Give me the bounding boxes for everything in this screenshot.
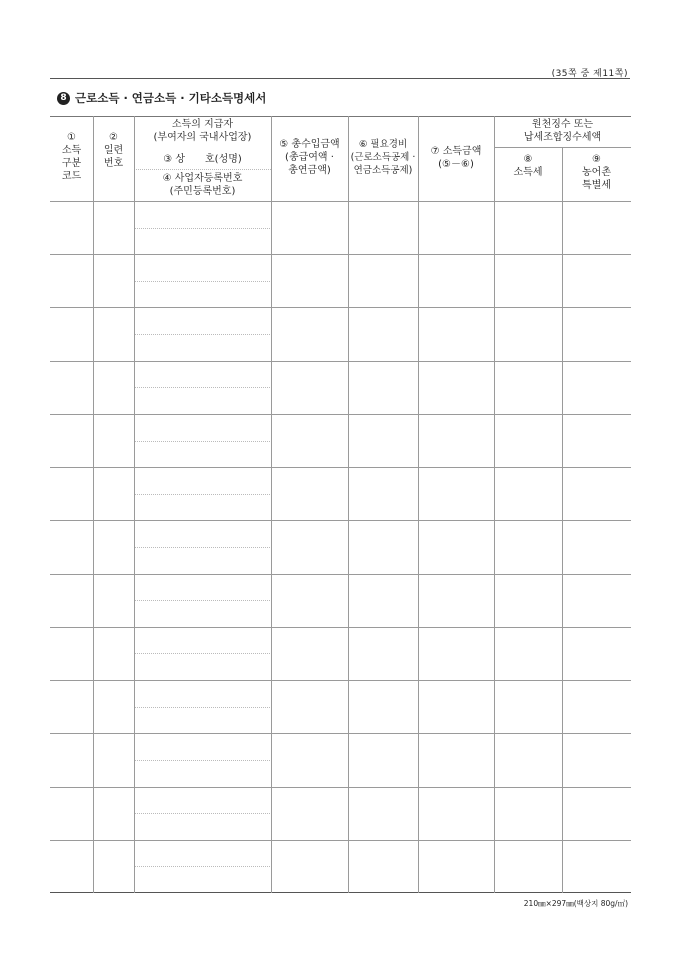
table-cell-code[interactable] xyxy=(52,789,91,838)
table-row xyxy=(50,520,631,521)
table-cell-rural_tax[interactable] xyxy=(564,416,629,465)
table-cell-seq[interactable] xyxy=(95,363,132,412)
table-cell-total_income[interactable] xyxy=(273,629,346,678)
page-counter: (35쪽 중 제11쪽) xyxy=(551,69,628,79)
table-row xyxy=(50,467,631,468)
table-cell-income_tax[interactable] xyxy=(496,309,560,358)
table-cell-expenses[interactable] xyxy=(350,789,416,838)
table-cell-payer_reg[interactable] xyxy=(136,230,269,253)
payer-row-dotted xyxy=(135,228,270,229)
table-cell-income[interactable] xyxy=(420,309,492,358)
table-cell-payer_name[interactable] xyxy=(136,789,269,812)
top-rule xyxy=(50,78,630,79)
header-payer-dotted xyxy=(134,169,271,170)
table-cell-rural_tax[interactable] xyxy=(564,309,629,358)
table-cell-total_income[interactable] xyxy=(273,416,346,465)
table-cell-payer_reg[interactable] xyxy=(136,868,269,891)
table-cell-payer_reg[interactable] xyxy=(136,762,269,785)
table-cell-income_tax[interactable] xyxy=(496,203,560,252)
table-cell-payer_name[interactable] xyxy=(136,522,269,545)
payer-row-dotted xyxy=(135,653,270,654)
table-cell-income[interactable] xyxy=(420,416,492,465)
column-divider xyxy=(418,116,419,893)
table-cell-code[interactable] xyxy=(52,469,91,518)
table-cell-payer_reg[interactable] xyxy=(136,655,269,678)
table-cell-total_income[interactable] xyxy=(273,469,346,518)
payer-row-dotted xyxy=(135,494,270,495)
table-cell-expenses[interactable] xyxy=(350,203,416,252)
table-cell-payer_name[interactable] xyxy=(136,576,269,599)
table-cell-seq[interactable] xyxy=(95,309,132,358)
table-cell-rural_tax[interactable] xyxy=(564,789,629,838)
table-top-border xyxy=(50,116,631,117)
section-number-badge: 8 xyxy=(57,92,70,105)
table-cell-payer_name[interactable] xyxy=(136,256,269,279)
table-cell-seq[interactable] xyxy=(95,682,132,731)
table-cell-payer_reg[interactable] xyxy=(136,283,269,306)
payer-row-dotted xyxy=(135,547,270,548)
table-cell-rural_tax[interactable] xyxy=(564,256,629,305)
paper-spec: 210㎜×297㎜(백상지 80g/㎡) xyxy=(523,899,628,908)
table-cell-expenses[interactable] xyxy=(350,576,416,625)
table-row xyxy=(50,733,631,734)
table-cell-total_income[interactable] xyxy=(273,309,346,358)
header-income-code: ① 소득 구분 코드 xyxy=(61,132,82,182)
payer-row-dotted xyxy=(135,707,270,708)
column-divider xyxy=(348,116,349,893)
table-cell-code[interactable] xyxy=(52,682,91,731)
table-cell-payer_reg[interactable] xyxy=(136,389,269,412)
table-cell-rural_tax[interactable] xyxy=(564,576,629,625)
table-cell-expenses[interactable] xyxy=(350,469,416,518)
header-income-tax: ⑧ 소득세 xyxy=(513,154,543,178)
header-total-income: ⑤ 총수입금액 (총급여액 · 총연금액) xyxy=(279,139,340,176)
table-cell-seq[interactable] xyxy=(95,842,132,891)
table-cell-total_income[interactable] xyxy=(273,256,346,305)
table-row xyxy=(50,840,631,841)
table-cell-income[interactable] xyxy=(420,469,492,518)
payer-row-dotted xyxy=(135,334,270,335)
table-cell-total_income[interactable] xyxy=(273,363,346,412)
column-divider xyxy=(494,116,495,893)
table-cell-total_income[interactable] xyxy=(273,682,346,731)
table-row xyxy=(50,361,631,362)
table-row xyxy=(50,307,631,308)
table-cell-income[interactable] xyxy=(420,789,492,838)
table-cell-income[interactable] xyxy=(420,576,492,625)
table-cell-payer_reg[interactable] xyxy=(136,602,269,625)
section-title-text: 근로소득 · 연금소득 · 기타소득명세서 xyxy=(75,91,267,105)
table-cell-payer_name[interactable] xyxy=(136,363,269,386)
table-cell-seq[interactable] xyxy=(95,416,132,465)
header-payer-registration: ④ 사업자등록번호 (주민등록번호) xyxy=(162,173,243,197)
table-cell-total_income[interactable] xyxy=(273,735,346,784)
table-bottom-border xyxy=(50,892,631,893)
table-cell-seq[interactable] xyxy=(95,256,132,305)
table-row xyxy=(50,627,631,628)
table-row xyxy=(50,414,631,415)
header-expenses: ⑥ 필요경비 (근로소득공제 · 연금소득공제) xyxy=(350,139,416,176)
table-cell-expenses[interactable] xyxy=(350,735,416,784)
table-cell-seq[interactable] xyxy=(95,576,132,625)
table-cell-payer_name[interactable] xyxy=(136,309,269,332)
table-cell-rural_tax[interactable] xyxy=(564,682,629,731)
table-cell-income_tax[interactable] xyxy=(496,576,560,625)
section-title xyxy=(57,90,266,106)
table-cell-income_tax[interactable] xyxy=(496,522,560,571)
table-cell-payer_reg[interactable] xyxy=(136,815,269,838)
table-cell-income_tax[interactable] xyxy=(496,469,560,518)
table-cell-seq[interactable] xyxy=(95,735,132,784)
table-cell-income[interactable] xyxy=(420,682,492,731)
header-payer: 소득의 지급자 (부여자의 국내사업장) xyxy=(153,119,252,143)
table-cell-payer_reg[interactable] xyxy=(136,336,269,359)
table-cell-income[interactable] xyxy=(420,256,492,305)
table-cell-seq[interactable] xyxy=(95,629,132,678)
table-cell-total_income[interactable] xyxy=(273,522,346,571)
table-cell-code[interactable] xyxy=(52,309,91,358)
table-cell-code[interactable] xyxy=(52,256,91,305)
table-cell-income_tax[interactable] xyxy=(496,629,560,678)
payer-row-dotted xyxy=(135,600,270,601)
table-cell-payer_reg[interactable] xyxy=(136,709,269,732)
table-cell-expenses[interactable] xyxy=(350,256,416,305)
table-cell-income[interactable] xyxy=(420,842,492,891)
header-income-amount: ⑦ 소득금액 (⑤－⑥) xyxy=(430,146,482,170)
payer-row-dotted xyxy=(135,866,270,867)
table-cell-expenses[interactable] xyxy=(350,842,416,891)
table-cell-code[interactable] xyxy=(52,735,91,784)
table-cell-code[interactable] xyxy=(52,629,91,678)
table-cell-expenses[interactable] xyxy=(350,629,416,678)
table-cell-payer_name[interactable] xyxy=(136,682,269,705)
table-cell-expenses[interactable] xyxy=(350,682,416,731)
column-divider xyxy=(93,116,94,893)
column-divider xyxy=(134,116,135,893)
header-payer-name: ③ 상 호(성명) xyxy=(163,154,242,165)
table-cell-income_tax[interactable] xyxy=(496,682,560,731)
table-cell-seq[interactable] xyxy=(95,469,132,518)
table-cell-total_income[interactable] xyxy=(273,203,346,252)
payer-row-dotted xyxy=(135,760,270,761)
income-statement-table xyxy=(50,116,631,893)
column-divider xyxy=(271,116,272,893)
table-cell-total_income[interactable] xyxy=(273,842,346,891)
header-serial-number: ② 일련 번호 xyxy=(103,132,124,169)
table-cell-seq[interactable] xyxy=(95,789,132,838)
table-cell-income_tax[interactable] xyxy=(496,735,560,784)
table-cell-rural_tax[interactable] xyxy=(564,469,629,518)
table-cell-expenses[interactable] xyxy=(350,522,416,571)
table-cell-expenses[interactable] xyxy=(350,416,416,465)
header-rural-special-tax: ⑨ 농어촌 특별세 xyxy=(582,154,611,191)
table-cell-payer_name[interactable] xyxy=(136,629,269,652)
table-cell-rural_tax[interactable] xyxy=(564,842,629,891)
table-cell-payer_reg[interactable] xyxy=(136,549,269,572)
table-cell-payer_name[interactable] xyxy=(136,416,269,439)
table-row xyxy=(50,787,631,788)
table-cell-payer_name[interactable] xyxy=(136,469,269,492)
table-cell-expenses[interactable] xyxy=(350,363,416,412)
payer-row-dotted xyxy=(135,813,270,814)
table-cell-seq[interactable] xyxy=(95,203,132,252)
table-cell-code[interactable] xyxy=(52,576,91,625)
table-cell-code[interactable] xyxy=(52,203,91,252)
table-row xyxy=(50,574,631,575)
table-cell-rural_tax[interactable] xyxy=(564,363,629,412)
table-cell-income_tax[interactable] xyxy=(496,789,560,838)
payer-row-dotted xyxy=(135,441,270,442)
table-cell-total_income[interactable] xyxy=(273,576,346,625)
payer-row-dotted xyxy=(135,281,270,282)
table-cell-income_tax[interactable] xyxy=(496,363,560,412)
table-cell-seq[interactable] xyxy=(95,522,132,571)
table-cell-income[interactable] xyxy=(420,363,492,412)
table-cell-rural_tax[interactable] xyxy=(564,203,629,252)
table-cell-code[interactable] xyxy=(52,363,91,412)
table-cell-rural_tax[interactable] xyxy=(564,522,629,571)
table-cell-rural_tax[interactable] xyxy=(564,735,629,784)
table-cell-expenses[interactable] xyxy=(350,309,416,358)
table-row xyxy=(50,680,631,681)
table-cell-income_tax[interactable] xyxy=(496,842,560,891)
table-cell-income[interactable] xyxy=(420,735,492,784)
table-cell-code[interactable] xyxy=(52,416,91,465)
table-cell-income[interactable] xyxy=(420,522,492,571)
header-withholding-tax: 원천징수 또는 납세조합징수세액 xyxy=(523,119,602,143)
table-cell-rural_tax[interactable] xyxy=(564,629,629,678)
table-cell-payer_name[interactable] xyxy=(136,203,269,226)
table-cell-code[interactable] xyxy=(52,842,91,891)
table-row xyxy=(50,254,631,255)
table-cell-total_income[interactable] xyxy=(273,789,346,838)
table-cell-income_tax[interactable] xyxy=(496,256,560,305)
table-cell-income[interactable] xyxy=(420,629,492,678)
table-cell-income_tax[interactable] xyxy=(496,416,560,465)
header-bottom-line xyxy=(50,201,631,202)
table-cell-code[interactable] xyxy=(52,522,91,571)
table-cell-payer_name[interactable] xyxy=(136,735,269,758)
table-cell-payer_reg[interactable] xyxy=(136,496,269,519)
table-cell-payer_name[interactable] xyxy=(136,842,269,865)
table-cell-payer_reg[interactable] xyxy=(136,443,269,466)
table-cell-income[interactable] xyxy=(420,203,492,252)
payer-row-dotted xyxy=(135,387,270,388)
